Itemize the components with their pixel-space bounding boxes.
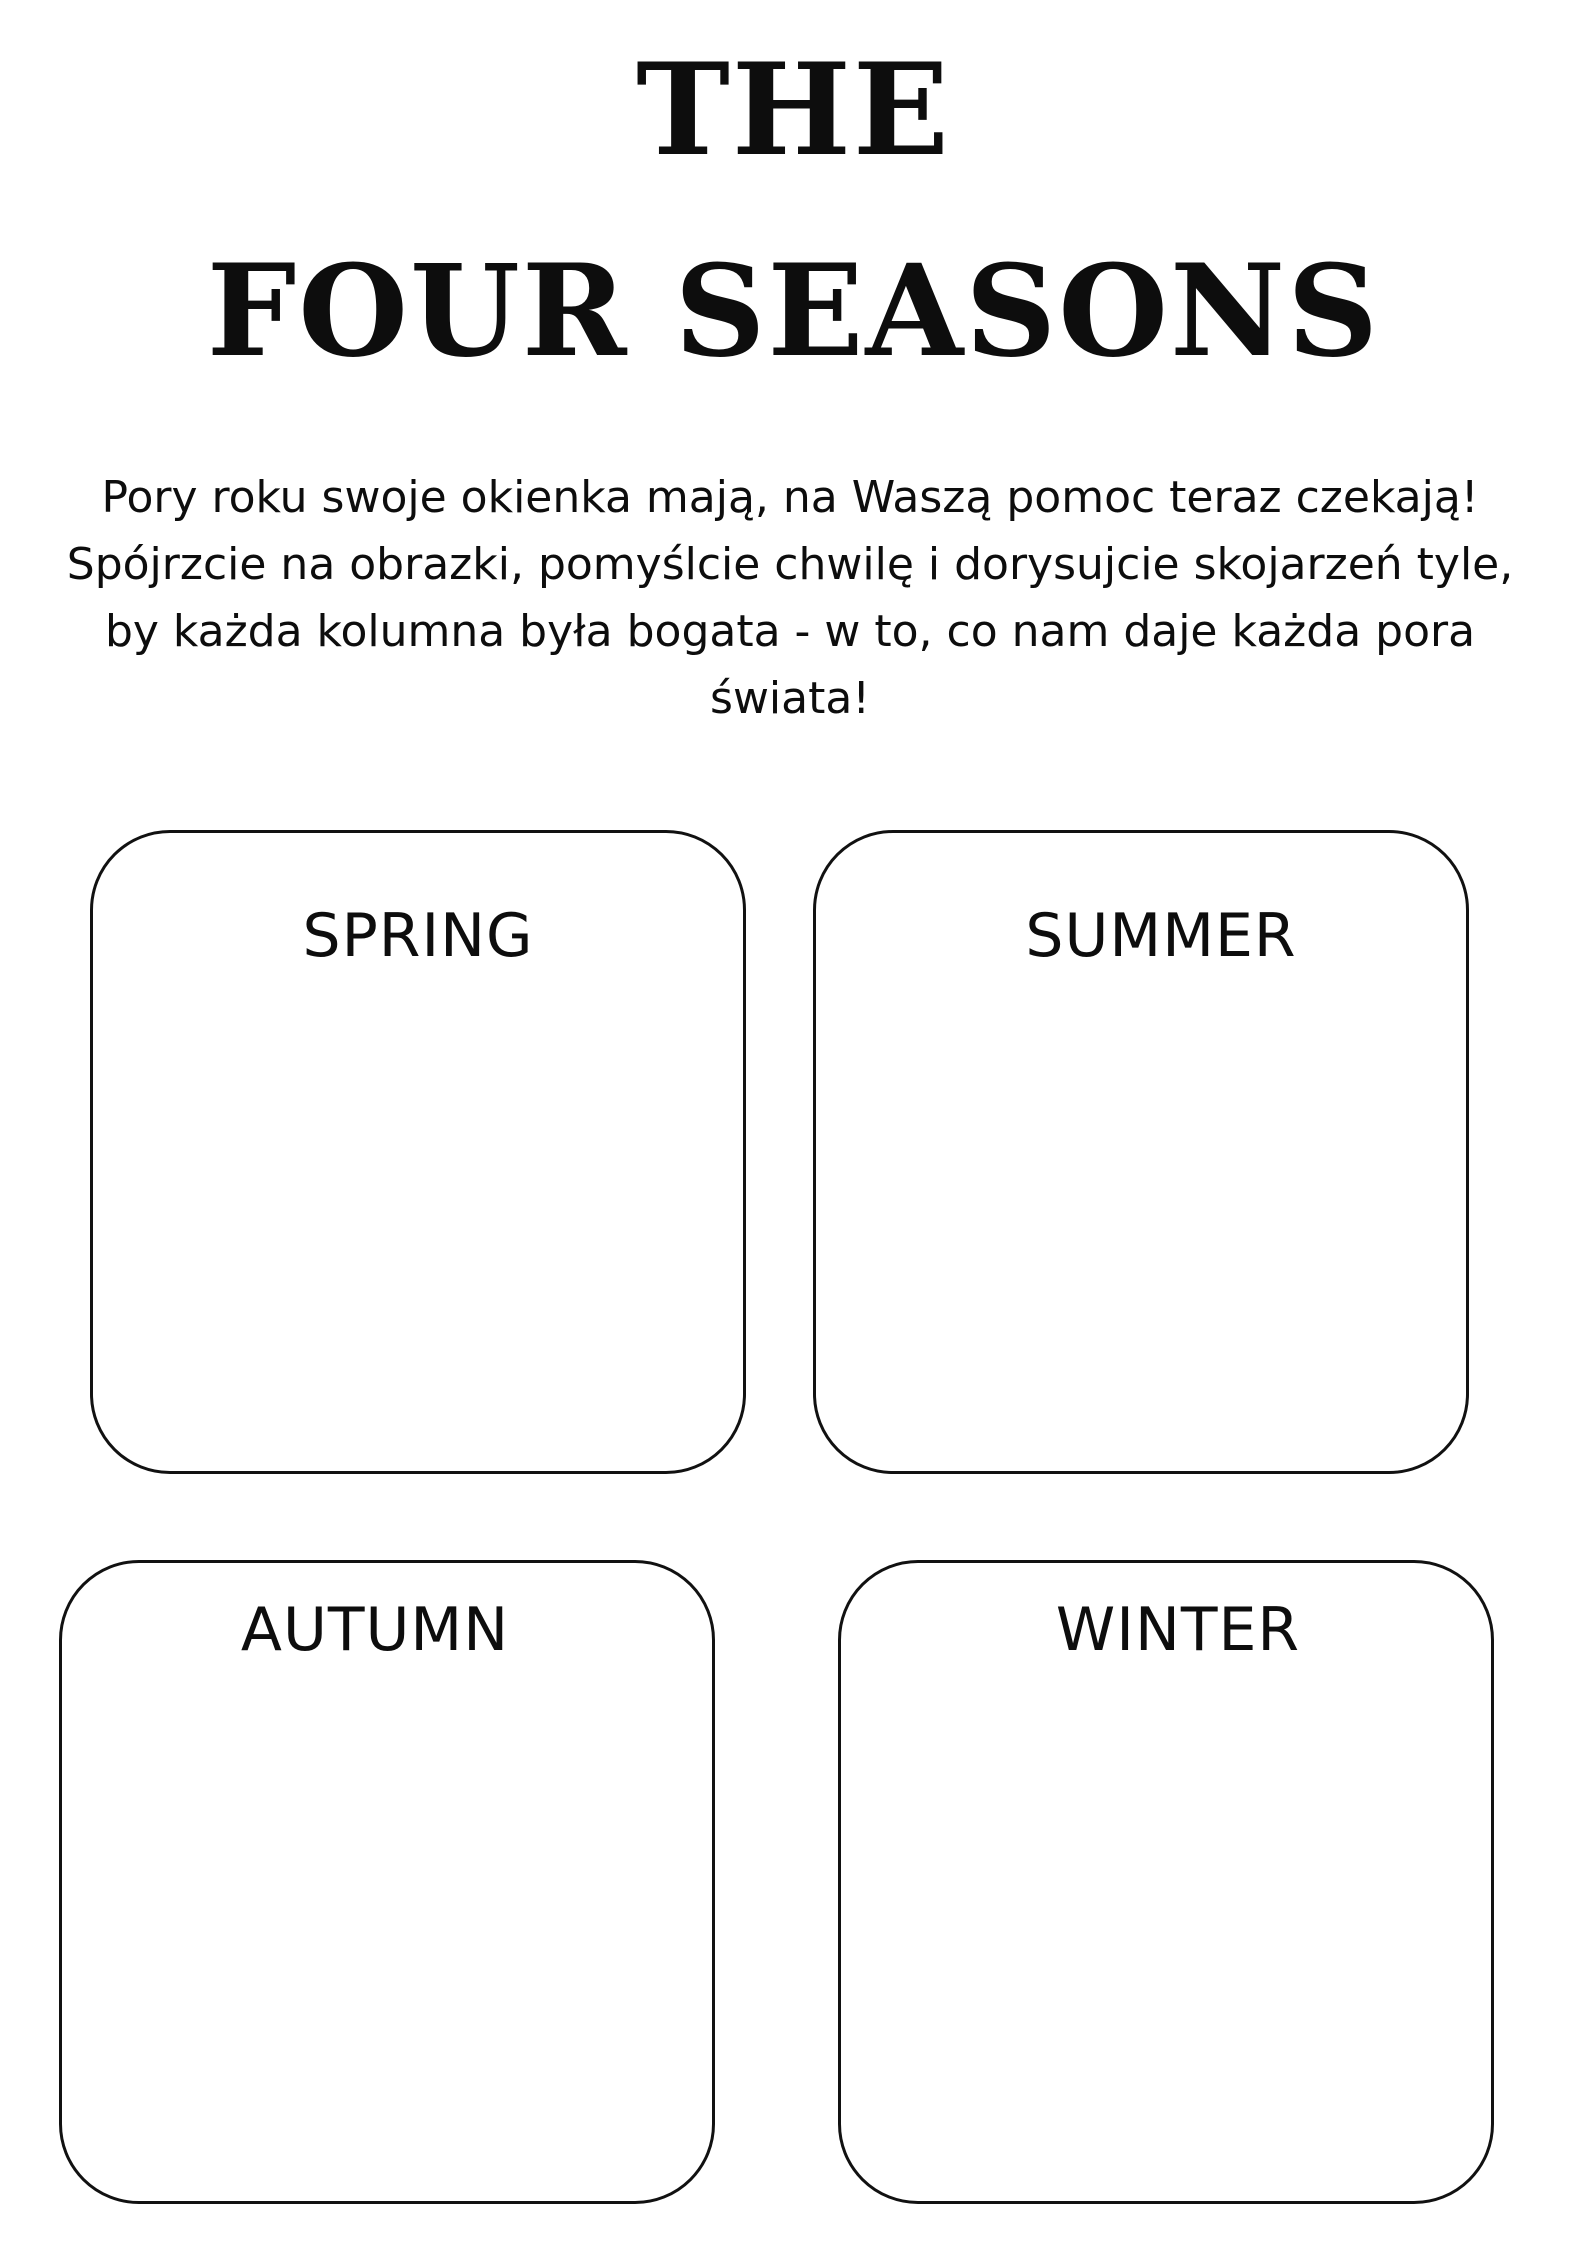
winter-drawing-box[interactable] bbox=[838, 1560, 1494, 2204]
autumn-drawing-box[interactable] bbox=[59, 1560, 715, 2204]
intro-line-1: Pory roku swoje okienka mają, na Waszą pomoc teraz czekają! bbox=[101, 472, 1479, 523]
intro-line-2: Spójrzcie na obrazki, pomyślcie chwilę i dorysujcie skojarzeń tyle, bbox=[66, 539, 1514, 590]
summer-label: SUMMER bbox=[1025, 901, 1297, 971]
winter-label: WINTER bbox=[1055, 1595, 1301, 1665]
page-title-line-1: THE bbox=[636, 36, 951, 184]
summer-drawing-box[interactable] bbox=[813, 830, 1469, 1474]
spring-drawing-box[interactable] bbox=[90, 830, 746, 1474]
page-title-line-2: FOUR SEASONS bbox=[206, 237, 1381, 385]
spring-label: SPRING bbox=[302, 901, 534, 971]
autumn-label: AUTUMN bbox=[240, 1595, 510, 1665]
intro-line-3: by każda kolumna była bogata - w to, co nam daje każda pora bbox=[104, 606, 1476, 657]
intro-line-4: świata! bbox=[710, 673, 870, 724]
intro-text bbox=[30, 464, 1550, 732]
